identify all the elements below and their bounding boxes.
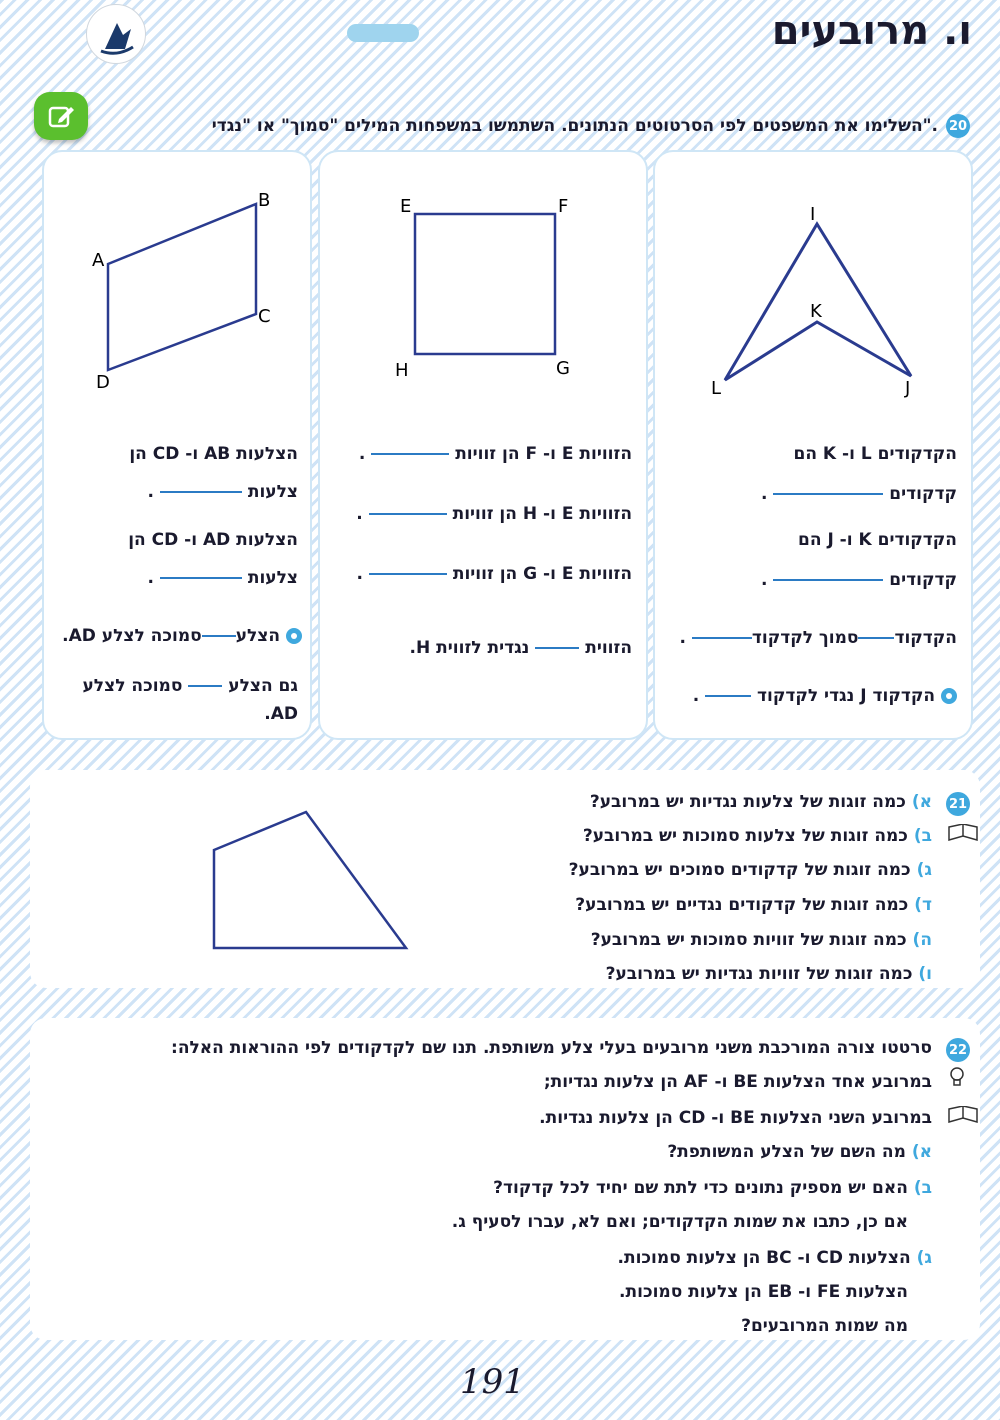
- label-I: I: [810, 204, 816, 225]
- edit-button[interactable]: [34, 92, 88, 140]
- answer-blank[interactable]: [773, 493, 883, 495]
- parallelogram-sentence-4: גם הצלע סמוכה לצלע: [82, 676, 298, 696]
- parallelogram-sentence-2b: צלעות .: [147, 568, 298, 588]
- q22-line-2: במרובע השני הצלעות BE ו- CD הן צלעות נגדיות.: [539, 1108, 932, 1128]
- answer-blank[interactable]: [202, 635, 236, 637]
- answer-blank[interactable]: [371, 453, 449, 455]
- card-square: [318, 150, 648, 740]
- label-D: D: [96, 372, 110, 393]
- kite-sentence-2b: קדקודים .: [760, 570, 957, 590]
- label-K: K: [810, 301, 822, 322]
- book-icon: [948, 1106, 978, 1124]
- q22-item-c: ג) הצלעות CD ו- BC הן צלעות סמוכות.: [617, 1248, 932, 1268]
- square-sentence-1: הזוויות E ו- F הן זוויות .: [358, 444, 632, 464]
- label-F: F: [558, 196, 569, 217]
- parallelogram-sentence-1: הצלעות AB ו- CD הן: [129, 444, 298, 464]
- pencil-icon: [47, 102, 75, 130]
- kite-sentence-4: הקדקוד J נגדי לקדקוד .: [657, 686, 957, 707]
- square-sentence-3: הזוויות E ו- G הן זוויות .: [356, 564, 632, 584]
- header-pill-decoration: [347, 24, 419, 42]
- answer-blank[interactable]: [160, 491, 242, 493]
- q21-item-c: ג) כמה זוגות של קדקודים סמוכים יש במרובע?: [568, 860, 932, 880]
- kite-sentence-1: הקדקודים L ו- K הם: [793, 444, 957, 464]
- q22-item-c-line-3: מה שמות המרובעים?: [741, 1316, 908, 1336]
- answer-blank[interactable]: [160, 577, 242, 579]
- q21-item-b: ב) כמה זוגות של צלעות סמוכות יש במרובע?: [582, 826, 932, 846]
- q21-item-e: ה) כמה זוגות של זוויות סמוכות יש במרובע?: [590, 930, 932, 950]
- kite-sentence-2: הקדקודים K ו- J הם: [798, 530, 957, 550]
- label-E: E: [400, 196, 412, 217]
- q21-panel: [30, 770, 980, 988]
- label-H: H: [395, 360, 409, 381]
- answer-blank[interactable]: [692, 637, 752, 639]
- question-number-22: 22: [946, 1038, 970, 1062]
- answer-blank[interactable]: [188, 685, 222, 687]
- question-number-21: 21: [946, 792, 970, 816]
- q22-panel: [30, 1018, 980, 1340]
- header-bar: [0, 0, 1000, 62]
- answer-blank[interactable]: [858, 637, 894, 639]
- q22-line-1: במרובע אחד הצלעות BE ו- AF הן צלעות נגדיות;: [543, 1072, 932, 1092]
- q22-item-b: ב) האם יש מספיק נתונים כדי לתת שם יחיד לכל קדקוד?: [493, 1178, 932, 1198]
- challenge-icon: [286, 628, 302, 644]
- q22-item-c-line-2: הצלעות FE ו- EB הן צלעות סמוכות.: [619, 1282, 908, 1302]
- kite-sentence-3: הקדקודסמוך לקדקוד .: [679, 628, 957, 648]
- parallelogram-diagram: [44, 192, 314, 442]
- label-J: J: [905, 378, 911, 399]
- quadrilateral-diagram: [200, 800, 460, 960]
- kite-diagram: [655, 192, 975, 432]
- label-A: A: [92, 250, 105, 271]
- parallelogram-sentence-2: הצלעות AD ו- CD הן: [128, 530, 298, 550]
- kite-sentence-1b: קדקודים .: [760, 484, 957, 504]
- square-diagram: [320, 192, 650, 432]
- q20-instruction-row: [90, 114, 970, 138]
- label-C: C: [258, 306, 271, 327]
- square-sentence-2: הזוויות E ו- H הן זוויות .: [356, 504, 632, 524]
- q22-intro: סרטטו צורה המורכבת משני מרובעים בעלי צלע משותפת. תנו שם לקדקודים לפי ההוראות האלה:: [171, 1038, 932, 1058]
- answer-blank[interactable]: [535, 647, 579, 649]
- q21-item-f: ו) כמה זוגות של זוויות נגדיות יש במרובע?: [605, 964, 932, 984]
- parallelogram-sentence-4c: AD.: [264, 704, 298, 724]
- q21-item-d: ד) כמה זוגות של קדקודים נגדיים יש במרובע?: [575, 895, 932, 915]
- label-B: B: [258, 192, 271, 211]
- label-L: L: [711, 378, 722, 399]
- q22-item-a: א) מה השם של הצלע המשותפת?: [667, 1142, 932, 1162]
- lightbulb-icon: [948, 1066, 966, 1088]
- answer-blank[interactable]: [369, 573, 447, 575]
- answer-blank[interactable]: [369, 513, 447, 515]
- answer-blank[interactable]: [705, 695, 751, 697]
- q22-item-b-continued: אם כן, כתבו את שמות הקדקודים; ואם לא, עברו לסעיף ג.: [451, 1212, 908, 1232]
- card-parallelogram: [42, 150, 312, 740]
- q20-instruction: השלימו את המשפטים לפי הסרטוטים הנתונים. השתמשו במשפחות המילים "סמוך" או "נגדי".: [211, 116, 938, 136]
- card-kite: [653, 150, 973, 740]
- school-logo: [86, 4, 146, 64]
- square-sentence-4: הזווית נגדית לזווית H.: [409, 638, 632, 658]
- parallelogram-sentence-1b: צלעות .: [147, 482, 298, 502]
- question-number-20: 20: [946, 114, 970, 138]
- page-title: ו. מרובעים: [771, 8, 972, 54]
- challenge-icon: [941, 688, 957, 704]
- q21-item-a: א) כמה זוגות של צלעות נגדיות יש במרובע?: [589, 792, 932, 812]
- book-icon: [948, 824, 978, 842]
- page-number: 191: [460, 1362, 525, 1402]
- label-G: G: [556, 358, 570, 379]
- parallelogram-sentence-3: הצלעסמוכה לצלע AD.: [40, 626, 302, 647]
- answer-blank[interactable]: [773, 579, 883, 581]
